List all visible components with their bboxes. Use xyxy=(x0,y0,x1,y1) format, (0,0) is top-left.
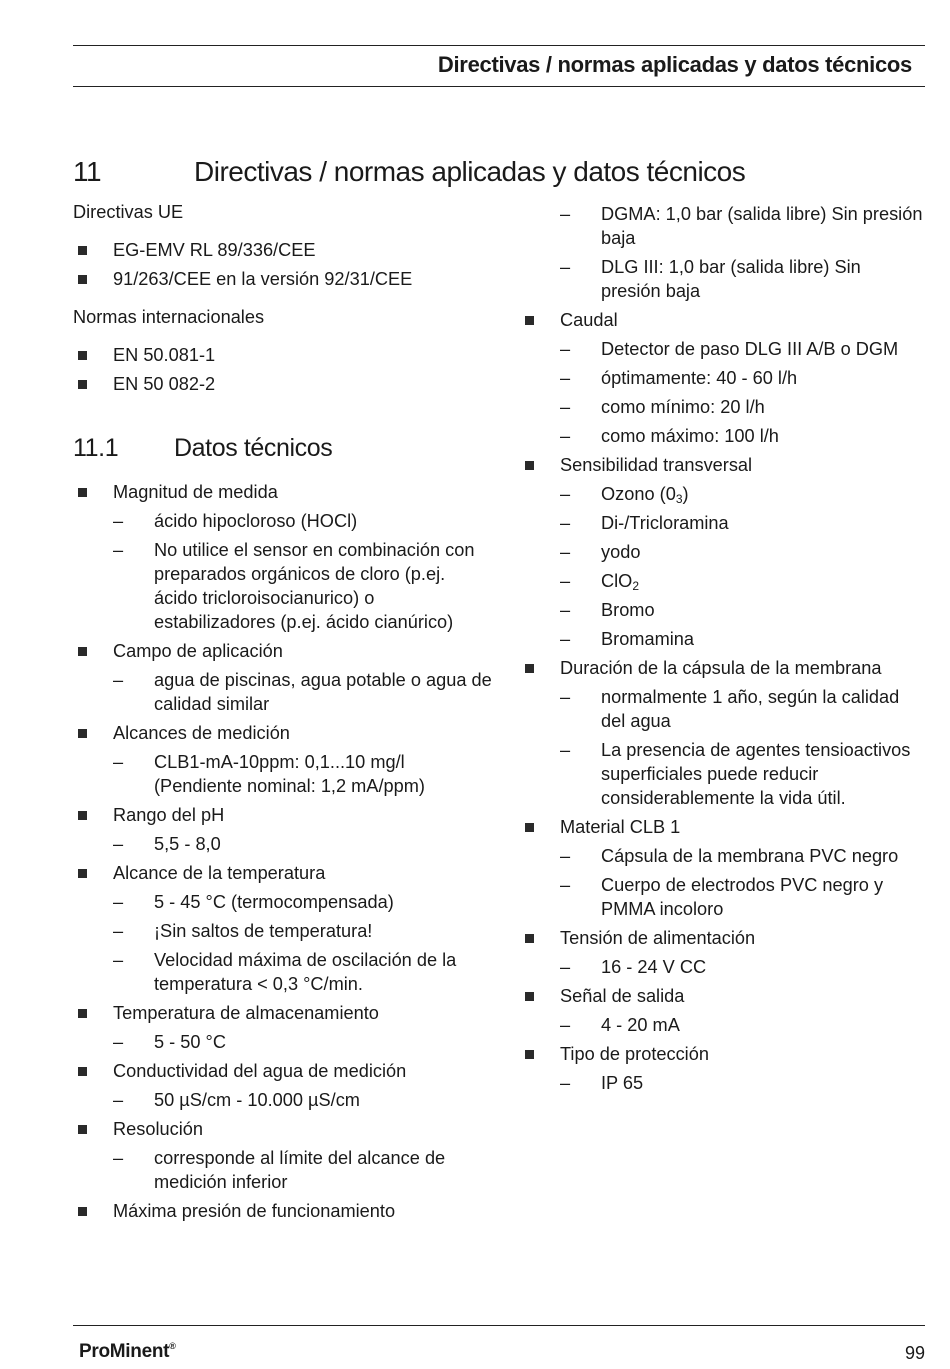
list-subitem: – Bromo xyxy=(520,598,925,622)
list-subitem: – Bromamina xyxy=(520,627,925,651)
list-subitem: – como mínimo: 20 l/h xyxy=(520,395,925,419)
section-title xyxy=(73,436,493,466)
logo-text: ProMinent xyxy=(79,1341,170,1362)
list-subitem: – agua de piscinas, agua potable o agua de calidad similar xyxy=(73,668,493,716)
list-subitem-ozono xyxy=(520,482,925,506)
section-number: 11.1 xyxy=(73,434,119,462)
list-item: Alcances de medición xyxy=(73,721,493,745)
clo-text: ClO xyxy=(601,571,633,591)
list-subitem-clo2 xyxy=(520,569,925,593)
list-item: Material CLB 1 xyxy=(520,815,925,839)
list-item: Señal de salida xyxy=(520,984,925,1008)
list-subitem: – normalmente 1 año, según la calidad del agua xyxy=(520,685,925,733)
list-item: Máxima presión de funcionamiento xyxy=(73,1199,493,1223)
header-bottom-rule xyxy=(73,86,925,87)
list-subitem: – óptimamente: 40 - 60 l/h xyxy=(520,366,925,390)
list-subitem: – Cuerpo de electrodos PVC negro y PMMA incoloro xyxy=(520,873,925,921)
list-subitem: – Di-/Tricloramina xyxy=(520,511,925,535)
list-subitem: – Detector de paso DLG III A/B o DGM xyxy=(520,337,925,361)
left-column xyxy=(73,200,493,1223)
normas-label: Normas internacionales xyxy=(73,307,265,327)
list-subitem: – 50 µS/cm - 10.000 µS/cm xyxy=(73,1088,493,1112)
ozono-text: Ozono (0 xyxy=(601,484,676,504)
list-item: Magnitud de medida xyxy=(73,480,493,504)
header-top-rule xyxy=(73,45,925,46)
list-subitem: – DLG III: 1,0 bar (salida libre) Sin presión baja xyxy=(520,255,925,303)
list-subitem: – yodo xyxy=(520,540,925,564)
ozono-close: ) xyxy=(682,484,689,504)
prominent-logo xyxy=(79,1341,176,1363)
list-item: Conductividad del agua de medición xyxy=(73,1059,493,1083)
list-subitem: – como máximo: 100 l/h xyxy=(520,424,925,448)
section-title-text: Datos técnicos xyxy=(174,434,333,462)
page-number: 99 xyxy=(904,1343,925,1363)
running-header: Directivas / normas aplicadas y datos técnicos xyxy=(437,52,912,77)
list-item: Temperatura de almacenamiento xyxy=(73,1001,493,1025)
list-subitem: – ¡Sin saltos de temperatura! xyxy=(73,919,493,943)
tech-data-list-left xyxy=(73,480,493,1223)
list-subitem: – La presencia de agentes tensioactivos superficiales puede reducir considerablemente la vida útil. xyxy=(520,738,925,810)
list-subitem: – ácido hipocloroso (HOCl) xyxy=(73,509,493,533)
right-column xyxy=(520,200,925,1095)
list-item: Tipo de protección xyxy=(520,1042,925,1066)
list-subitem: – Velocidad máxima de oscilación de la temperatura < 0,3 °C/min. xyxy=(73,948,493,996)
list-subitem: – 5 - 50 °C xyxy=(73,1030,493,1054)
normas-list xyxy=(73,343,493,396)
list-subitem: – DGMA: 1,0 bar (salida libre) Sin presión baja xyxy=(520,202,925,250)
list-subitem: – 5,5 - 8,0 xyxy=(73,832,493,856)
list-item: 91/263/CEE en la versión 92/31/CEE xyxy=(73,267,493,291)
list-subitem: – 4 - 20 mA xyxy=(520,1013,925,1037)
list-item: EG-EMV RL 89/336/CEE xyxy=(73,238,493,262)
list-item: EN 50 082-2 xyxy=(73,372,493,396)
list-item: Alcance de la temperatura xyxy=(73,861,493,885)
directivas-list xyxy=(73,238,493,291)
list-item: Tensión de alimentación xyxy=(520,926,925,950)
list-item: Resolución xyxy=(73,1117,493,1141)
chapter-number: 11 xyxy=(73,156,102,187)
tech-data-list-right xyxy=(520,202,925,1095)
list-subitem: – Cápsula de la membrana PVC negro xyxy=(520,844,925,868)
list-item: Sensibilidad transversal xyxy=(520,453,925,477)
list-subitem: – 16 - 24 V CC xyxy=(520,955,925,979)
directivas-label: Directivas UE xyxy=(73,202,184,222)
footer-rule xyxy=(73,1325,925,1326)
list-subitem: – CLB1-mA-10ppm: 0,1...10 mg/l (Pendiente nominal: 1,2 mA/ppm) xyxy=(73,750,493,798)
list-item: Rango del pH xyxy=(73,803,493,827)
list-subitem: – 5 - 45 °C (termocompensada) xyxy=(73,890,493,914)
list-subitem: – No utilice el sensor en combinación con preparados orgánicos de cloro (p.ej. ácido tricloroisocianurico) o estabilizadores (p.ej. ácido cianúrico) xyxy=(73,538,493,634)
clo-subscript: 2 xyxy=(632,579,640,593)
list-item: Caudal xyxy=(520,308,925,332)
list-subitem: – IP 65 xyxy=(520,1071,925,1095)
logo-registered-mark: ® xyxy=(169,1341,176,1351)
ozono-subscript: 3 xyxy=(675,492,683,506)
chapter-title-text: Directivas / normas aplicadas y datos técnicos xyxy=(194,156,746,187)
list-item: Campo de aplicación xyxy=(73,639,493,663)
list-item: EN 50.081-1 xyxy=(73,343,493,367)
list-item: Duración de la cápsula de la membrana xyxy=(520,656,925,680)
list-subitem: – corresponde al límite del alcance de medición inferior xyxy=(73,1146,493,1194)
